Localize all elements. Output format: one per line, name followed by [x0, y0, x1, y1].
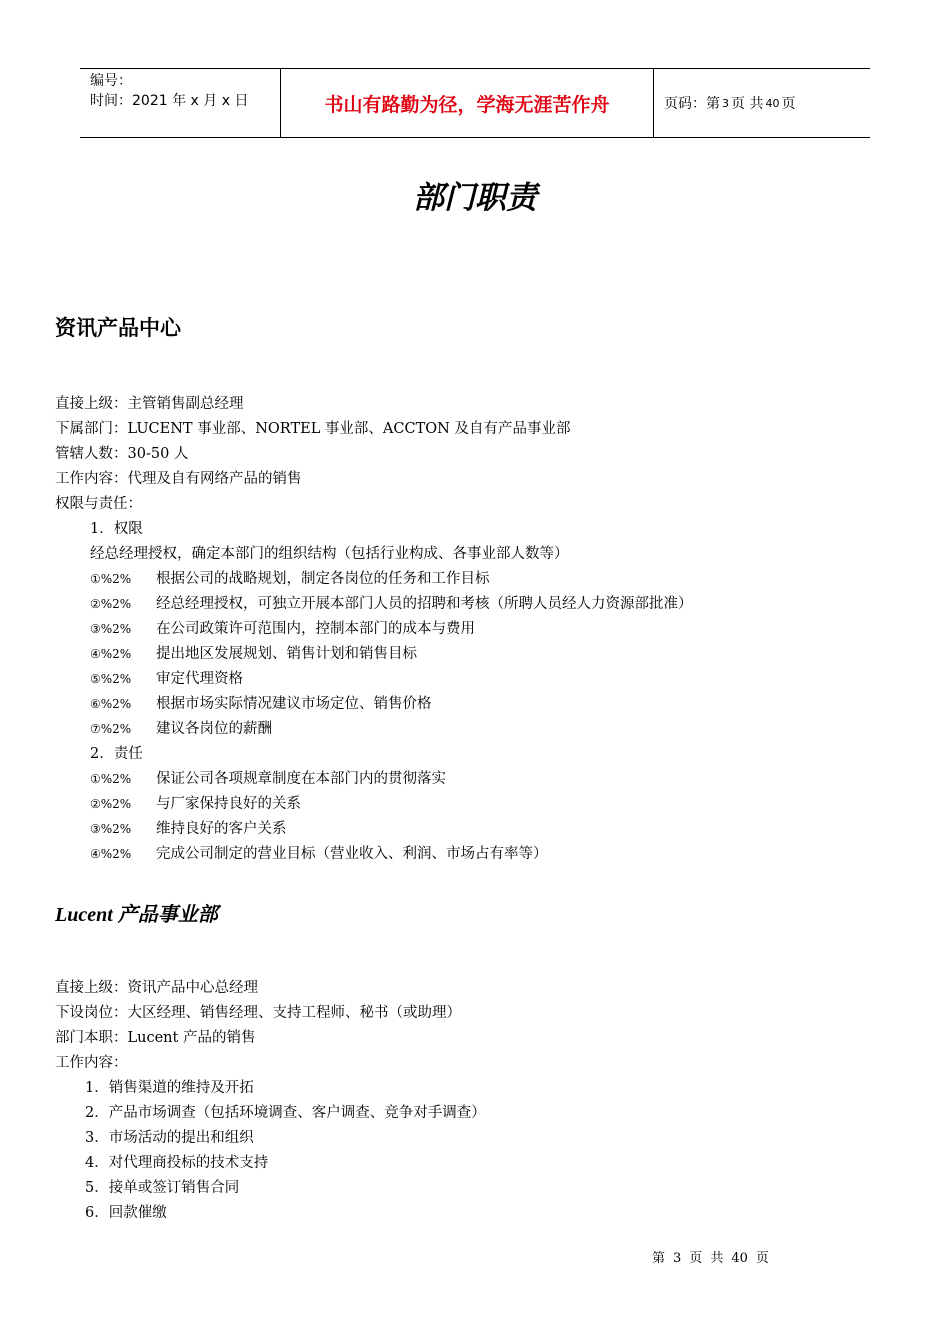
item-text: 与厂家保持良好的关系 [156, 796, 301, 812]
section1-heading: 资讯产品中心 [55, 316, 181, 340]
task-item: 6．回款催缴 [85, 1205, 167, 1221]
section1-line: 管辖人数：30-50 人 [55, 446, 189, 462]
list-item [55, 567, 693, 592]
task-item: 4．对代理商投标的技术支持 [85, 1155, 269, 1171]
section2-body [55, 976, 486, 1226]
item-text: 经总经理授权，可独立开展本部门人员的招聘和考核（所聘人员经人力资源部批准） [156, 596, 693, 612]
section1-line: 下属部门：LUCENT 事业部、NORTEL 事业部、ACCTON 及自有产品事业部 [55, 421, 571, 437]
part2-title: 2．责任 [90, 746, 143, 762]
item-marker: ⑥%2% [90, 697, 132, 711]
section1-line: 工作内容：代理及自有网络产品的销售 [55, 471, 302, 487]
footer-part: 页 [755, 1251, 769, 1266]
item-text: 提出地区发展规划、销售计划和销售目标 [156, 646, 417, 662]
list-item [55, 792, 693, 817]
item-marker: ②%2% [90, 597, 132, 611]
list-item [55, 692, 693, 717]
item-marker: ④%2% [90, 647, 132, 661]
list-item [55, 592, 693, 617]
item-marker: ②%2% [90, 797, 132, 811]
header-page-info [654, 69, 870, 137]
header-page-suffix: 页 [781, 96, 796, 112]
footer-part: 40 [731, 1251, 748, 1266]
item-marker: ⑦%2% [90, 722, 132, 736]
item-text: 审定代理资格 [156, 671, 243, 687]
item-marker: ③%2% [90, 622, 132, 636]
item-text: 保证公司各项规章制度在本部门内的贯彻落实 [156, 771, 446, 787]
item-text: 根据市场实际情况建议市场定位、销售价格 [156, 696, 432, 712]
list-item [55, 642, 693, 667]
footer-part: 共 [710, 1251, 724, 1266]
header-left-cell [80, 69, 281, 137]
item-marker: ①%2% [90, 572, 132, 586]
list-item [55, 717, 693, 742]
footer-part: 第 [652, 1251, 666, 1266]
section2-line: 下设岗位：大区经理、销售经理、支持工程师、秘书（或助理） [55, 1005, 461, 1021]
header-motto: 书山有路勤为径，学海无涯苦作舟 [281, 69, 654, 137]
section2-line: 部门本职：Lucent 产品的销售 [55, 1030, 256, 1046]
item-text: 维持良好的客户关系 [156, 821, 287, 837]
footer-part: 3 [673, 1251, 682, 1266]
section2-heading: Lucent 产品事业部 [55, 904, 218, 926]
task-item: 1．销售渠道的维持及开拓 [85, 1080, 254, 1096]
section1-body [55, 392, 693, 867]
section2-line: 工作内容： [55, 1055, 128, 1071]
header-date-label: 时间：2021 年 x 月 x 日 [90, 93, 249, 109]
item-text: 在公司政策许可范围内，控制本部门的成本与费用 [156, 621, 475, 637]
header-page-mid: 页 共 [731, 96, 764, 112]
list-item [55, 617, 693, 642]
header-page-num: 3 [722, 96, 729, 110]
item-text: 完成公司制定的营业目标（营业收入、利润、市场占有率等） [156, 846, 548, 862]
item-text: 建议各岗位的薪酬 [156, 721, 272, 737]
part1-title: 1．权限 [90, 521, 143, 537]
task-item: 3．市场活动的提出和组织 [85, 1130, 254, 1146]
section1-line: 直接上级：主管销售副总经理 [55, 396, 244, 412]
list-item [55, 817, 693, 842]
item-marker: ③%2% [90, 822, 132, 836]
item-marker: ④%2% [90, 847, 132, 861]
item-text: 根据公司的战略规划，制定各岗位的任务和工作目标 [156, 571, 490, 587]
part1-intro: 经总经理授权，确定本部门的组织结构（包括行业构成、各事业部人数等） [90, 546, 569, 562]
header-page-prefix: 页码：第 [664, 96, 720, 112]
section1-line: 权限与责任： [55, 496, 142, 512]
task-item: 5．接单或签订销售合同 [85, 1180, 240, 1196]
item-marker: ①%2% [90, 772, 132, 786]
item-marker: ⑤%2% [90, 672, 132, 686]
page-title: 部门职责 [413, 180, 537, 216]
list-item [55, 667, 693, 692]
section2-line: 直接上级：资讯产品中心总经理 [55, 980, 258, 996]
page-header [80, 68, 870, 138]
list-item [55, 842, 693, 867]
task-item: 2．产品市场调查（包括环境调查、客户调查、竞争对手调查） [85, 1105, 486, 1121]
header-page-total: 40 [765, 96, 780, 110]
header-number-label: 编号： [90, 73, 132, 89]
footer-part: 页 [689, 1251, 703, 1266]
page-footer [652, 1247, 777, 1266]
list-item [55, 767, 693, 792]
